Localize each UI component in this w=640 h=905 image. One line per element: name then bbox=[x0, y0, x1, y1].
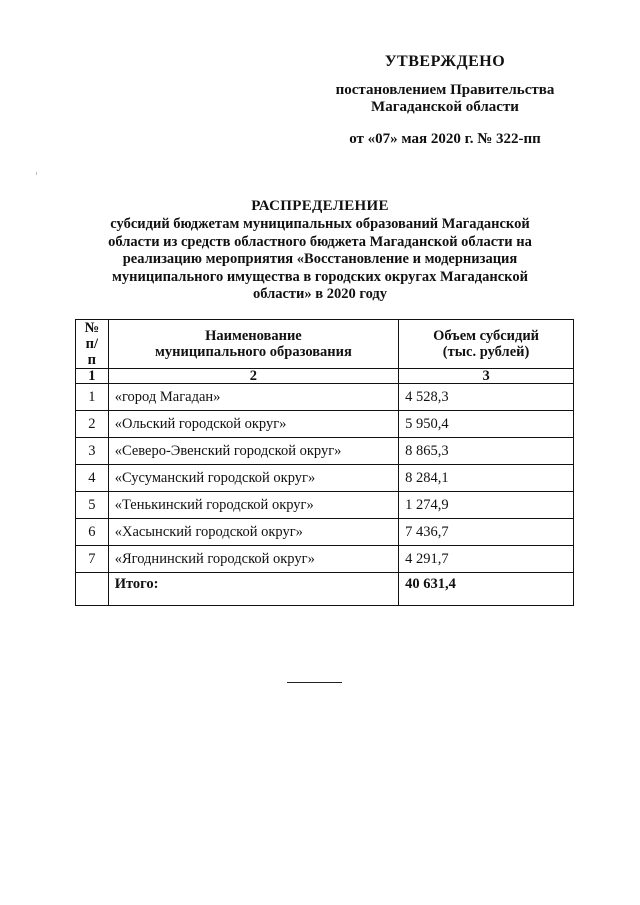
table-row bbox=[76, 546, 574, 573]
table-row bbox=[76, 465, 574, 492]
row-subsidy: 4 291,7 bbox=[399, 546, 574, 573]
header-number-line: п/п bbox=[85, 336, 99, 368]
subtitle-line: субсидий бюджетам муниципальных образований Магаданской bbox=[110, 216, 530, 232]
total-number-empty bbox=[76, 573, 109, 606]
table-row bbox=[76, 411, 574, 438]
row-number: 4 bbox=[76, 465, 109, 492]
approval-decree bbox=[300, 82, 590, 116]
header-subsidy-amount bbox=[399, 320, 574, 369]
subtitle-line: области» в 2020 году bbox=[252, 286, 388, 302]
subsidy-distribution-table bbox=[75, 319, 574, 606]
approval-decree-line: Магаданской области bbox=[371, 99, 519, 115]
row-municipality: «Хасынский городской округ» bbox=[108, 519, 398, 546]
row-subsidy: 8 865,3 bbox=[399, 438, 574, 465]
row-number: 1 bbox=[76, 384, 109, 411]
approval-decree-date: от «07» мая 2020 г. № 322-пп bbox=[349, 131, 541, 147]
column-number-row bbox=[76, 369, 574, 384]
column-number: 2 bbox=[108, 369, 398, 384]
table-header-row bbox=[76, 320, 574, 369]
approval-decree-line: постановлением Правительства bbox=[335, 82, 555, 98]
row-number: 5 bbox=[76, 492, 109, 519]
header-subsidy-line: (тыс. рублей) bbox=[442, 344, 530, 360]
document-subtitle bbox=[80, 216, 560, 304]
row-municipality: «Северо-Эвенский городской округ» bbox=[108, 438, 398, 465]
table-row bbox=[76, 384, 574, 411]
row-subsidy: 8 284,1 bbox=[399, 465, 574, 492]
row-municipality: «Ягоднинский городской округ» bbox=[108, 546, 398, 573]
end-of-document-line bbox=[287, 682, 342, 683]
row-subsidy: 1 274,9 bbox=[399, 492, 574, 519]
table-row bbox=[76, 519, 574, 546]
row-number: 3 bbox=[76, 438, 109, 465]
row-municipality: «Тенькинский городской округ» bbox=[108, 492, 398, 519]
row-number: 6 bbox=[76, 519, 109, 546]
table-row bbox=[76, 438, 574, 465]
header-subsidy-line: Объем субсидий bbox=[433, 328, 540, 344]
header-number bbox=[76, 320, 109, 369]
table-total-row bbox=[76, 573, 574, 606]
row-subsidy: 5 950,4 bbox=[399, 411, 574, 438]
row-subsidy: 7 436,7 bbox=[399, 519, 574, 546]
row-municipality: «Сусуманский городской округ» bbox=[108, 465, 398, 492]
column-number: 1 bbox=[76, 369, 109, 384]
subtitle-line: муниципального имущества в городских округах Магаданской bbox=[112, 268, 528, 285]
document-title: РАСПРЕДЕЛЕНИЕ bbox=[251, 198, 389, 214]
header-municipality-line: муниципального образования bbox=[154, 344, 352, 360]
scan-artifact-mark bbox=[36, 172, 37, 175]
table-row bbox=[76, 492, 574, 519]
header-municipality-line: Наименование bbox=[205, 328, 302, 344]
row-municipality: «Ольский городской округ» bbox=[108, 411, 398, 438]
header-municipality bbox=[108, 320, 398, 369]
total-subsidy: 40 631,4 bbox=[399, 573, 574, 606]
row-subsidy: 4 528,3 bbox=[399, 384, 574, 411]
column-number: 3 bbox=[399, 369, 574, 384]
subtitle-line: реализацию мероприятия «Восстановление и модернизация bbox=[122, 251, 518, 267]
total-label: Итого: bbox=[108, 573, 398, 606]
subtitle-line: области из средств областного бюджета Магаданской области на bbox=[108, 233, 532, 250]
row-number: 2 bbox=[76, 411, 109, 438]
row-number: 7 bbox=[76, 546, 109, 573]
approval-stamp-heading: УТВЕРЖДЕНО bbox=[384, 53, 506, 70]
row-municipality: «город Магадан» bbox=[108, 384, 398, 411]
header-number-line: № bbox=[84, 320, 100, 336]
